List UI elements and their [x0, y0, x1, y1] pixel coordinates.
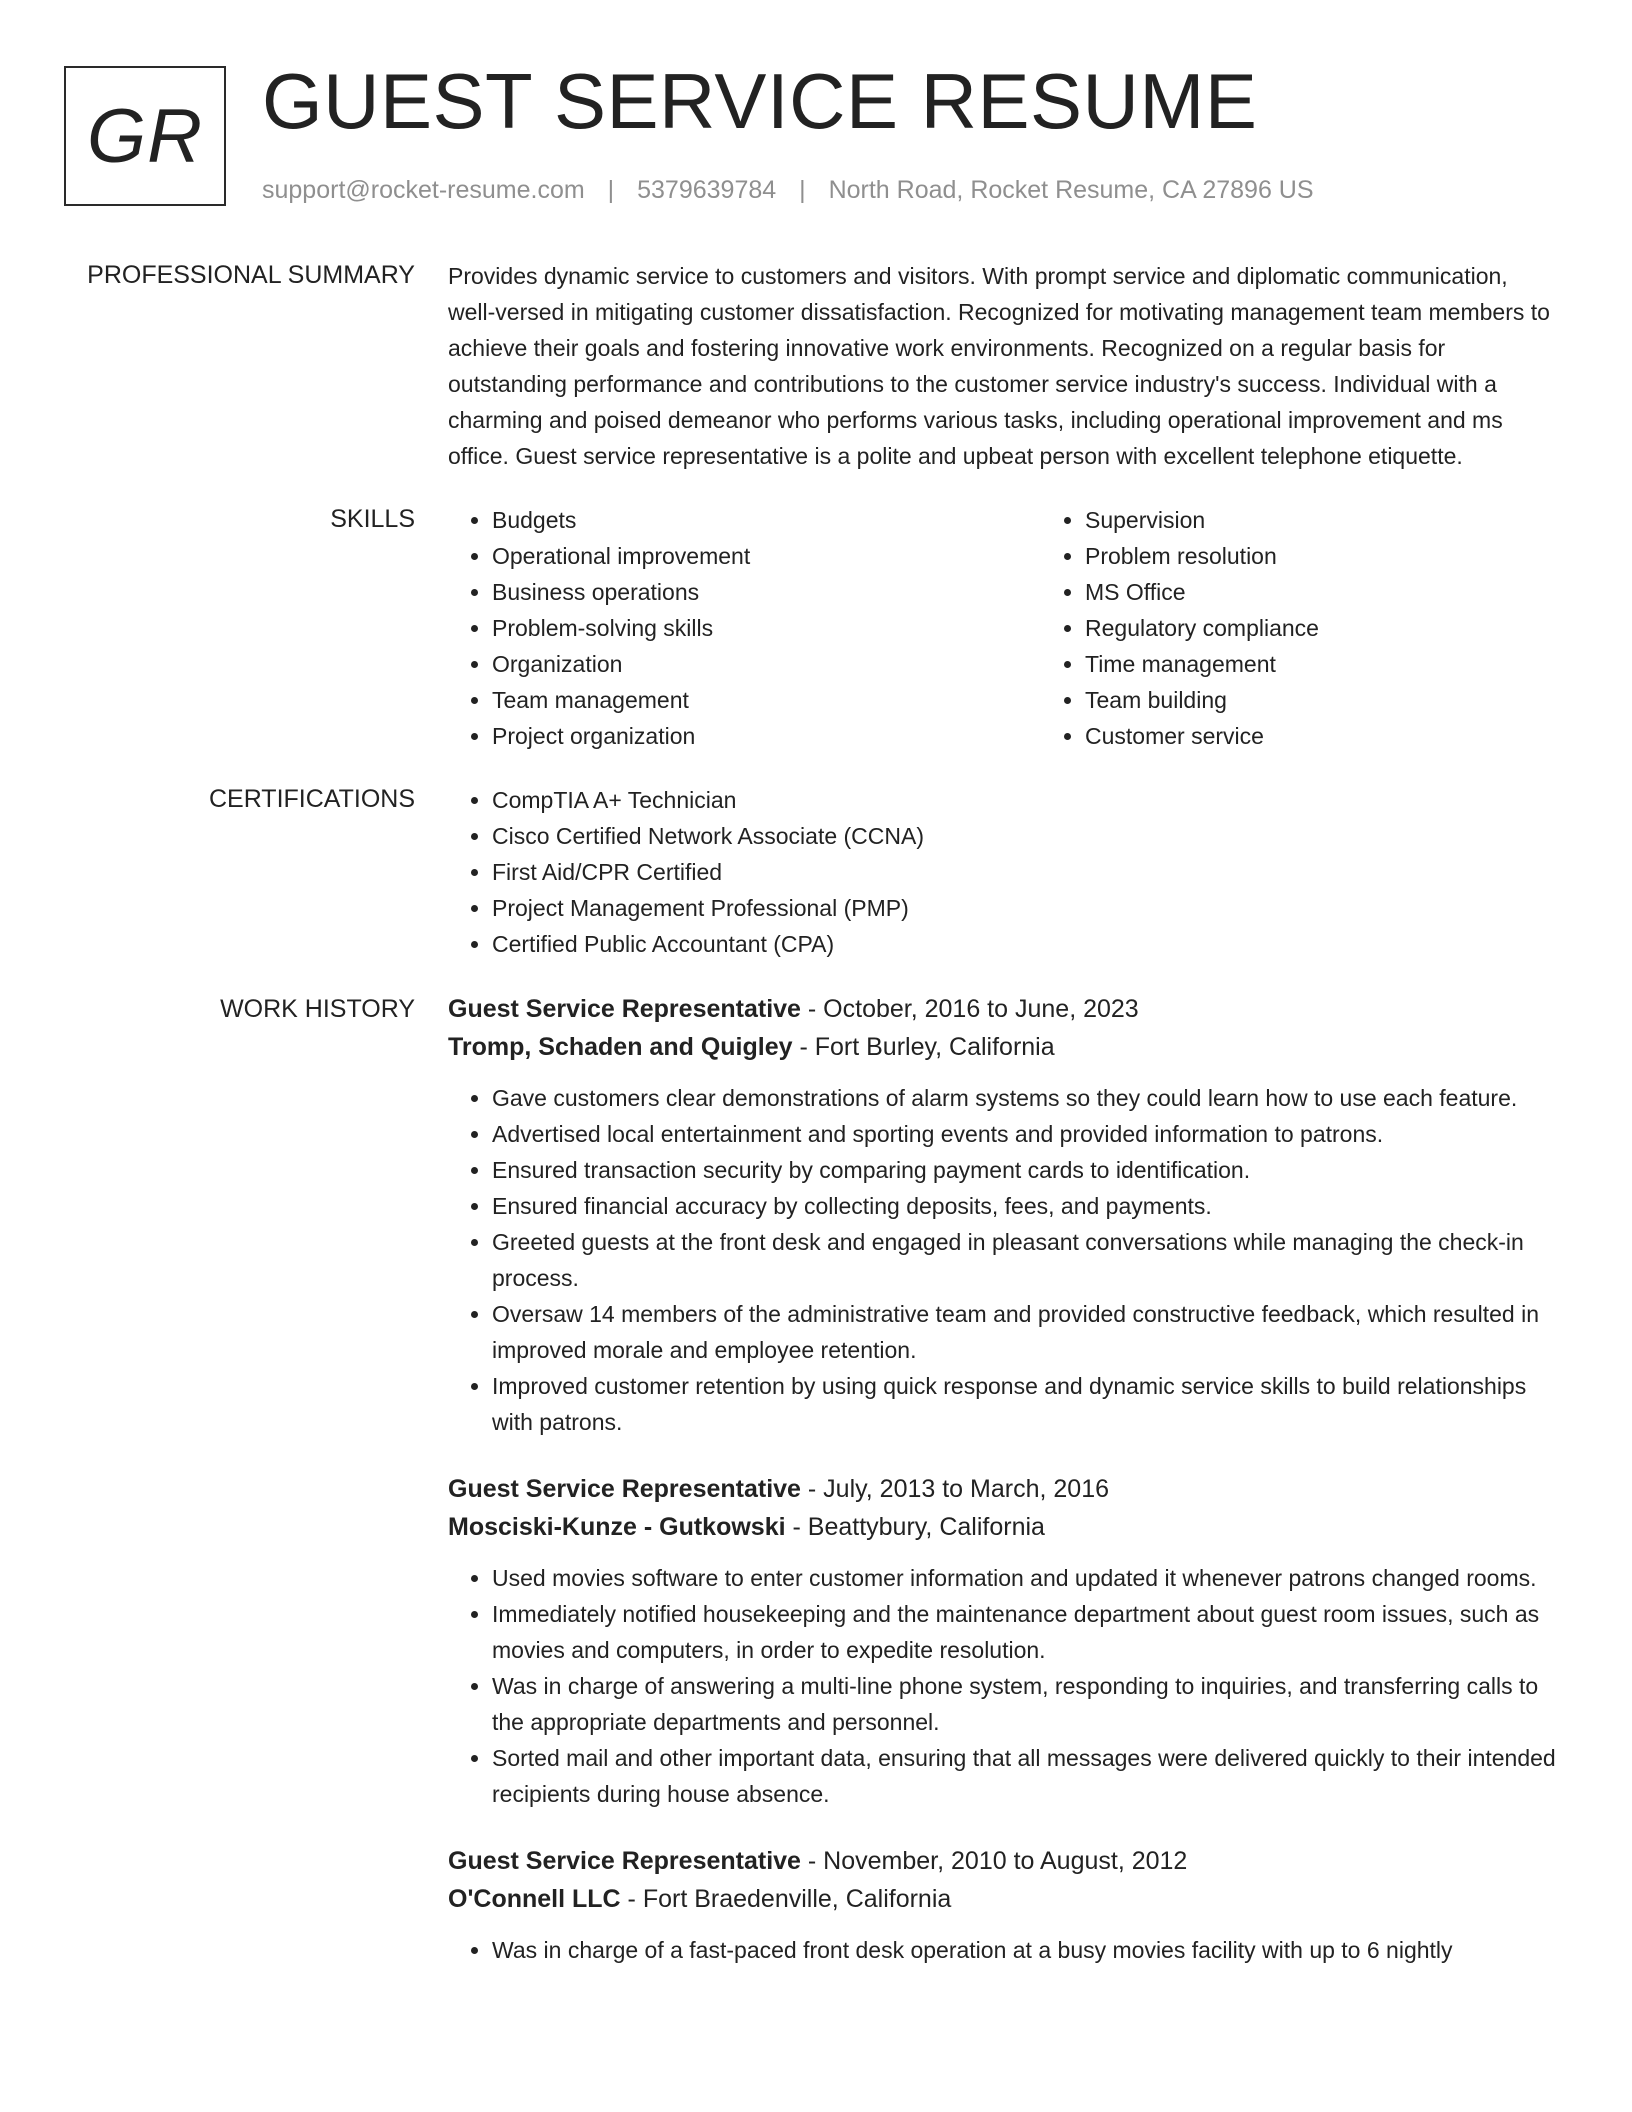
- certification-item: • Cisco Certified Network Associate (CCNA): [492, 818, 1558, 854]
- job-bullet: • Oversaw 14 members of the administrative team and provided constructive feedback, which resulted in improved morale and employee retention.: [492, 1296, 1558, 1368]
- skill-item: • Customer service: [1085, 718, 1632, 754]
- section-label-summary: PROFESSIONAL SUMMARY: [87, 261, 415, 289]
- skills-list-right: [1041, 502, 1632, 754]
- job-company-line: [448, 1508, 1558, 1546]
- job-dates: - October, 2016 to June, 2023: [800, 995, 1139, 1023]
- certification-item: • CompTIA A+ Technician: [492, 782, 1558, 818]
- certification-item: • Certified Public Accountant (CPA): [492, 926, 1558, 962]
- job-title-line: [448, 1470, 1558, 1508]
- job-location: - Fort Braedenville, California: [620, 1885, 952, 1913]
- job-title-line: [448, 1842, 1558, 1880]
- certification-item: • First Aid/CPR Certified: [492, 854, 1558, 890]
- job-location: - Fort Burley, California: [792, 1033, 1055, 1061]
- job-bullet: • Advertised local entertainment and sporting events and provided information to patrons.: [492, 1116, 1558, 1152]
- job-bullets: [448, 1560, 1558, 1812]
- job-bullet: • Immediately notified housekeeping and the maintenance department about guest room issues, such as movies and computers, in order to expedite resolution.: [492, 1596, 1558, 1668]
- job-entry: [448, 1470, 1558, 1812]
- job-company-line: [448, 1028, 1558, 1066]
- monogram-badge: GR: [64, 66, 226, 206]
- job-bullet: • Greeted guests at the front desk and engaged in pleasant conversations while managing the check-in process.: [492, 1224, 1558, 1296]
- certification-item: • Project Management Professional (PMP): [492, 890, 1558, 926]
- job-company-line: [448, 1880, 1558, 1918]
- skill-item: • Team building: [1085, 682, 1632, 718]
- job-bullet: • Was in charge of a fast-paced front desk operation at a busy movies facility with up to 6 nightly: [492, 1932, 1558, 1968]
- job-location: - Beattybury, California: [785, 1513, 1045, 1541]
- section-label-skills: SKILLS: [330, 505, 415, 533]
- job-bullets: [448, 1080, 1558, 1440]
- skill-item: • Budgets: [492, 502, 1041, 538]
- job-company: O'Connell LLC: [448, 1885, 621, 1913]
- contact-address: North Road, Rocket Resume, CA 27896 US: [828, 176, 1314, 204]
- job-dates: - July, 2013 to March, 2016: [800, 1475, 1110, 1503]
- resume-content: [0, 258, 1632, 2026]
- job-company: Mosciski-Kunze - Gutkowski: [448, 1513, 786, 1541]
- job-bullet: • Gave customers clear demonstrations of alarm systems so they could learn how to use each feature.: [492, 1080, 1558, 1116]
- job-entry: [448, 1842, 1558, 1968]
- job-title-line: [448, 990, 1558, 1028]
- skill-item: • Project organization: [492, 718, 1041, 754]
- work-history-section: [0, 990, 1632, 1998]
- contact-phone: 5379639784: [637, 176, 777, 204]
- job-title: Guest Service Representative: [448, 1475, 801, 1503]
- contact-separator: |: [799, 176, 806, 204]
- job-bullet: • Used movies software to enter customer information and updated it whenever patrons changed rooms.: [492, 1560, 1558, 1596]
- section-label-work-history: WORK HISTORY: [220, 995, 415, 1023]
- section-label-certifications: CERTIFICATIONS: [208, 785, 415, 813]
- job-bullets: [448, 1932, 1558, 1968]
- job-bullet: • Ensured financial accuracy by collecting deposits, fees, and payments.: [492, 1188, 1558, 1224]
- skills-list-left: [448, 502, 1041, 754]
- contact-separator: |: [607, 176, 615, 204]
- skill-item: • Business operations: [492, 574, 1041, 610]
- job-entry: [448, 990, 1558, 1440]
- skill-item: • Problem resolution: [1085, 538, 1632, 574]
- certifications-list: [448, 782, 1558, 962]
- job-bullet: • Sorted mail and other important data, ensuring that all messages were delivered quickly to their intended recipients during house absence.: [492, 1740, 1558, 1812]
- contact-email: support@rocket-resume.com: [262, 176, 585, 204]
- contact-line: [262, 174, 1314, 206]
- job-title: Guest Service Representative: [448, 1847, 801, 1875]
- job-bullet: • Improved customer retention by using quick response and dynamic service skills to build relationships with patrons.: [492, 1368, 1558, 1440]
- summary-text: Provides dynamic service to customers and visitors. With prompt service and diplomatic communication, well-versed in mitigating customer dissatisfaction. Recognized for motivating management team members to achieve their goals and fostering innovative work environments. Recognized on a regular basis for outstanding performance and contributions to the customer service industry's success. Individual with a charming and poised demeanor who performs various tasks, including operational improvement and ms office. Guest service representative is a polite and upbeat person with excellent telephone etiquette.: [448, 263, 1550, 469]
- skill-item: • Time management: [1085, 646, 1632, 682]
- skills-section: [0, 502, 1632, 754]
- summary-section: [0, 258, 1632, 474]
- skill-item: • Problem-solving skills: [492, 610, 1041, 646]
- certifications-section: [0, 782, 1632, 962]
- job-dates: - November, 2010 to August, 2012: [800, 1847, 1188, 1875]
- skill-item: • Team management: [492, 682, 1041, 718]
- job-bullet: • Was in charge of answering a multi-line phone system, responding to inquiries, and transferring calls to the appropriate departments and personnel.: [492, 1668, 1558, 1740]
- skill-item: • Organization: [492, 646, 1041, 682]
- skill-item: • MS Office: [1085, 574, 1632, 610]
- skill-item: • Operational improvement: [492, 538, 1041, 574]
- jobs-list: [448, 990, 1558, 1998]
- resume-title: GUEST SERVICE RESUME: [262, 57, 1258, 145]
- skill-item: • Regulatory compliance: [1085, 610, 1632, 646]
- job-company: Tromp, Schaden and Quigley: [448, 1033, 793, 1061]
- skills-columns: [448, 502, 1558, 754]
- skill-item: • Supervision: [1085, 502, 1632, 538]
- job-bullet: • Ensured transaction security by comparing payment cards to identification.: [492, 1152, 1558, 1188]
- job-title: Guest Service Representative: [448, 995, 801, 1023]
